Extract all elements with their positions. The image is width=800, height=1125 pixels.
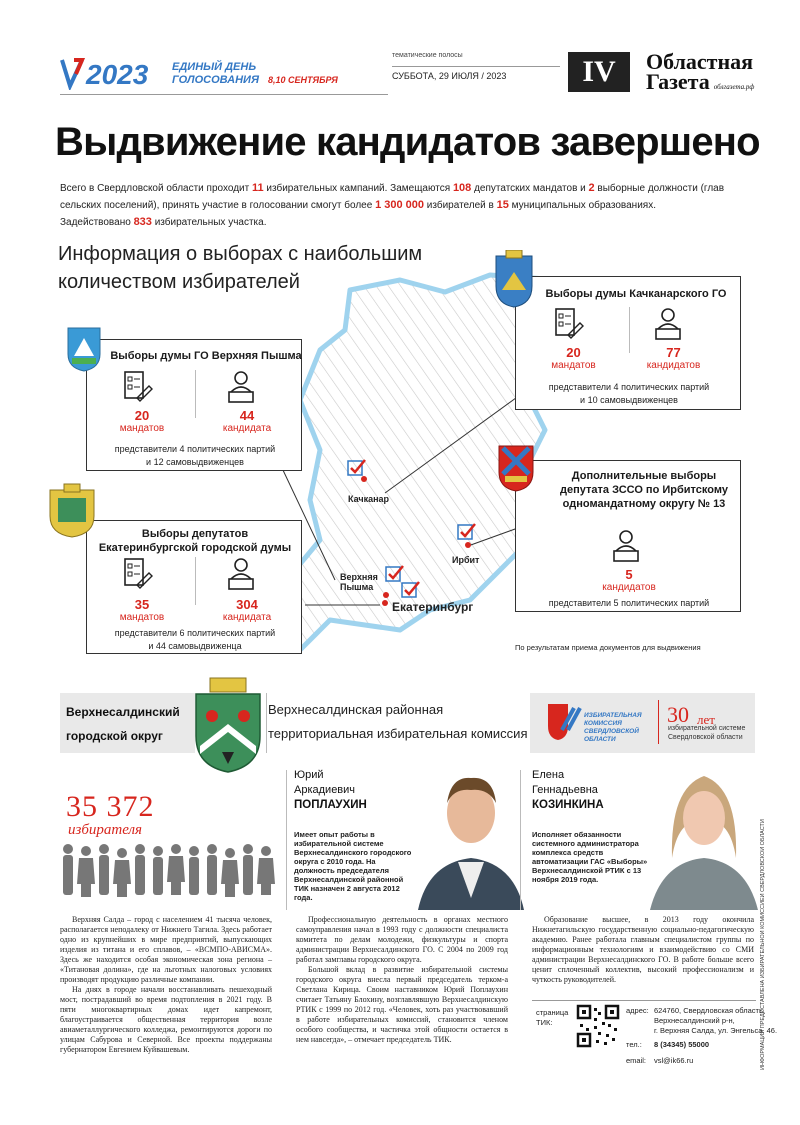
kach-crest-icon [494,250,534,308]
box-kach [515,276,741,410]
person1-photo [418,758,524,910]
years-number: 30 [667,702,689,727]
column-1: Верхняя Салда – город с населением 41 тысяча человек, располагается неподалеку от Нижнего Тагила. Здесь работает одно из крупнейших в мире предприятий, выпускающих изделия из титана и его сплавов, – «ВСМПО-АВИСМА». Здесь же находится особая экономическая зона региона – «Титановая долина», где на льготных налоговых условиях производят продукцию различные компании. На днях в городе начали восстанавливать пешеходный мост, пострадавший во время подтопления в 2021 году. В пяти многоквартирных домах идет капремонт, благоустраивается общественная территория возле авиаметаллургического колледжа, ремонтируются дороги по улицам Сабурова и Северной. Все проекты поддержаны губернатором Евгением Куйвашевым. [60,915,272,1054]
info-title: Информация о выборах с наибольшим количеством избирателей [58,243,423,293]
stat-voters: 1 300 000 [375,199,425,211]
box-ekb-candidates: 304 кандидата [222,597,272,623]
stat-stations: 833 [133,216,152,228]
voters-count: 35 372 [66,790,155,823]
ik-logo-icon [540,700,584,744]
ballot-icon [123,557,153,591]
city-irbit: Ирбит [452,555,480,565]
candidate-icon [652,307,684,341]
logo-dates: 8,10 СЕНТЯБРЯ [268,75,338,85]
person2-photo [650,758,758,910]
band-tik: Верхнесалдинская районная территориальная избирательная комиссия [268,702,528,741]
box-irbit-note: представители 5 политических партий [548,598,710,608]
person1-name: Юрий Аркадиевич ПОПЛАУХИН [294,769,367,811]
stat-campaigns: 11 [251,182,264,194]
check-irbit [458,524,475,548]
box-pyshma-note: представители 4 политических партий и 12 самовыдвиженцев [114,444,276,467]
box-pyshma-candidates: 44 кандидата [222,408,272,434]
header-meta-rule [392,66,560,67]
box-kach-candidates: 77 кандидатов [646,345,701,371]
contacts-addr-label: адрес: [626,1006,649,1015]
box-irbit [515,460,741,612]
city-ekb: Екатеринбург [392,600,474,614]
box-kach-note: представители 4 политических партий и 10 самовыдвиженцев [548,382,710,405]
check-kachkanar [348,460,367,482]
newspaper-brand [646,49,755,97]
box-ekb-mandates: 35 мандатов [119,597,165,623]
side-credit: ИНФОРМАЦИЯ ПРЕДОСТАВЛЕНА ИЗБИРАТЕЛЬНОЙ КОМИССИЕЙ СВЕРДЛОВСКОЙ ОБЛАСТИ [760,819,766,1070]
brand-line1: Областная [646,49,754,74]
ballot-icon [554,307,584,341]
header-tag: тематические полосы [392,52,463,59]
box-ekb-title: Выборы депутатов Екатеринбургской городской думы [98,528,292,554]
divider-1 [286,770,287,910]
contacts-page-label: страница ТИК: [536,1008,569,1027]
ekb-crest-icon [46,482,98,538]
stat-posts: 2 [588,182,595,194]
header-meta [392,52,560,81]
vsalda-crest-icon [192,676,264,774]
logo-line2: ГОЛОСОВАНИЯ [172,74,259,86]
box-pyshma-title: Выборы думы ГО Верхняя Пышма [110,350,302,362]
people-silhouettes-icon [60,842,280,897]
candidate-icon [225,557,257,591]
person1-desc: Имеет опыт работы в избирательной системе Верхнесалдинского городского округа с 2010 года. На должность председателя Верхнесалдинской районной ТИК назначен 2 августа 2012 года. [294,830,412,902]
stat-munis: 15 [496,199,509,211]
contacts-address: 624760, Свердловская область, Верхнесалдинский р-н, г. Верхняя Салда, ул. Энгельса, 46. [654,1006,778,1035]
stat-mandates: 108 [452,182,472,194]
box-irbit-title: Дополнительные выборы депутата ЗССО по Ирбитскому одномандатному округу № 13 [560,470,728,510]
years-label: лет [697,712,715,727]
contacts-tel-label: тел.: [626,1040,642,1049]
person2-desc: Исполняет обязанности системного администратора комплекса средств автоматизации ГАС «Выборы» Верхнесалдинской РТИК с 13 ноября 2019 года. [532,830,648,884]
contacts-tel[interactable]: 8 (34345) 55000 [654,1040,710,1049]
contacts-rule [532,1000,756,1001]
header-rule [60,94,388,95]
box-kach-title: Выборы думы Качканарского ГО [545,288,727,300]
box-irbit-candidates: 5 кандидатов [602,567,656,593]
page-headline: Выдвижение кандидатов завершено [55,120,760,164]
brand-site: облгазета.рф [713,83,755,91]
voters-label: избирателя [68,822,143,838]
band-divider [658,700,659,744]
city-pyshma: Верхняя Пышма [340,572,378,592]
candidate-icon [610,529,642,563]
brand-line2: Газета [646,69,710,94]
divider-2 [520,770,521,910]
column-3: Образование высшее, в 2013 году окончила Нижнетагильскую государственную социально-педагогическую академию. Ранее работала главным специалистом группы по информационным технологиям и взаимодействию со СМИ администрации Верхнесалдинского ГО. В работе больше всего ценит сплоченный коллектив, высокий профессионализм и чуткость руководителей. [532,915,754,984]
box-pyshma [86,339,302,471]
logo-year: 2023 [86,59,149,90]
pyshma-crest-icon [66,326,102,372]
contacts-email-label: email: [626,1056,647,1065]
column-2: Профессиональную деятельность в органах местного самоуправления начал в 1993 году с должности специалиста комитета по делам молодежи, физкультуры и спорта администрации Верхнесалдинского ГО. С 2004 по 2009 год работал замглавы городского округа. Большой вклад в развитие избирательной системы городского округа внесла первый председатель терком-а Светлана Кирица. Своим наставником Юрий Поплаухин считает Татьяну Блохину, возглавлявшую Верхнесалдинскую РТИК с 1999 по 2012 год. «Человек, хоть раз участвовавший в работе избирательных комиссий, становится членом особого сообщества, и частичка этой общности остается в нем навсегда», – отмечает председатель ТИК. [296,915,508,1044]
box-ekb-note: представители 6 политических партий и 44 самовыдвиженца [114,628,276,651]
contacts-email[interactable]: vsl@ik66.ru [654,1056,694,1065]
ballot-icon [123,370,153,404]
candidate-icon [225,370,257,404]
city-kachkanar: Качканар [348,494,390,504]
person2-name: Елена Геннадьевна КОЗИНКИНА [532,769,604,811]
election-day-logo [60,56,380,90]
band-municipality: Верхнесалдинский городской округ [66,705,180,743]
intro-text: Всего в Свердловской области проходит 11 избирательных кампаний. Замещаются 108 депутатских мандатов и 2 выборные должности (глав сельских поселений), принять участие в голосовании смогут более 1 300 000 избирателей в 15 муниципальных образованиях. Задействовано 833 избирательных участка. [60,182,725,228]
map-footnote: По результатам приема документов для выдвижения [515,643,701,652]
years-subtitle: избирательной системе Свердловской области [668,725,746,741]
box-pyshma-mandates: 20 мандатов [119,408,165,434]
box-kach-mandates: 20 мандатов [551,345,596,371]
irbit-crest-icon [497,444,535,492]
ik-name: ИЗБИРАТЕЛЬНАЯ КОМИССИЯ СВЕРДЛОВСКОЙ ОБЛАСТИ [584,712,642,743]
election-logo-graphic [60,56,380,90]
page-number: IV [568,52,630,92]
qr-code-icon[interactable] [576,1004,620,1048]
issue-date: СУББОТА, 29 ИЮЛЯ / 2023 [392,71,507,81]
box-ekb [86,520,302,654]
logo-line1: ЕДИНЫЙ ДЕНЬ [172,61,257,73]
check-pyshma [386,566,403,581]
